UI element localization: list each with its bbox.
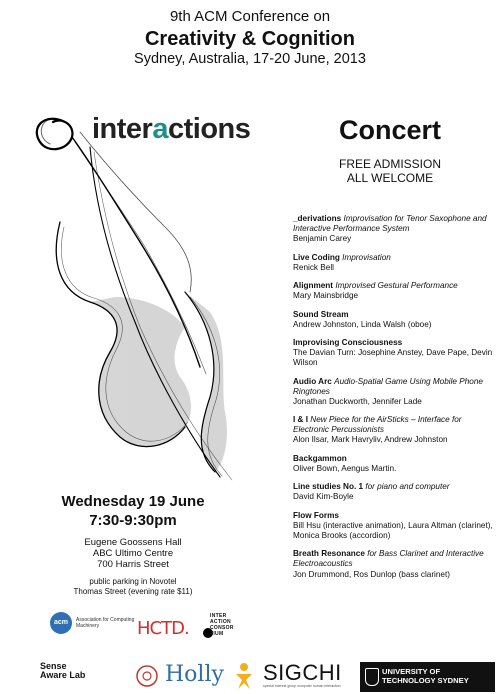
program-description: for piano and computer	[365, 482, 450, 492]
parking-line: Thomas Street (evening rate $11)	[73, 587, 193, 596]
admission-line-1: FREE ADMISSION	[338, 157, 442, 171]
parking-line: public parking in Novotel	[89, 577, 177, 586]
program-title: _derivations	[293, 214, 342, 223]
uts-name	[382, 667, 469, 685]
program-list	[293, 214, 493, 588]
program-item	[293, 253, 493, 273]
acm-name: Association for Computing Machinery	[76, 617, 135, 629]
acm-badge: acm	[50, 612, 72, 634]
program-performers: Oliver Bown, Aengus Martin.	[293, 463, 397, 473]
program-item	[293, 214, 493, 244]
program-title: Live Coding	[293, 252, 340, 262]
program-performers: Bill Hsu (interactive animation), Laura Altman (clarinet), Monica Brooks (accordion)	[293, 520, 493, 540]
program-title: Sound Stream	[293, 309, 349, 319]
program-title: Alignment	[293, 281, 334, 291]
network-icon	[135, 664, 159, 688]
program-title: Flow Forms	[293, 510, 339, 520]
venue-line: 700 Harris Street	[97, 559, 169, 570]
sigchi-subtitle: special interest group computer human interaction	[263, 684, 341, 688]
program-item	[293, 377, 493, 407]
program-description: Improvisation	[342, 252, 391, 262]
figure-icon	[232, 662, 256, 690]
program-description: New Piece for the AirSticks – Interface for Electronic Percussionists	[293, 415, 462, 435]
conference-location-dates: Sydney, Australia, 17-20 June, 2013	[134, 51, 366, 67]
admission-info	[300, 157, 480, 185]
program-description: Improvisation for Tenor Saxophone and Interactive Performance System	[293, 214, 487, 234]
parking-info	[28, 577, 238, 597]
sense-aware-lab-logo: Sense Aware Lab	[40, 661, 86, 680]
program-description: Improvised Gestural Performance	[335, 281, 458, 291]
cello-sculpture-artwork	[20, 92, 265, 487]
event-time: 7:30-9:30pm	[89, 512, 177, 529]
program-performers: Benjamin Carey	[293, 234, 352, 244]
program-title: Backgammon	[293, 453, 347, 463]
program-performers: The Davian Turn: Josephine Anstey, Dave Pape, Devin Wilson	[293, 348, 493, 368]
uts-crest-icon	[365, 668, 379, 686]
uts-logo	[360, 662, 495, 692]
program-performers: Andrew Johnston, Linda Walsh (oboe)	[293, 319, 432, 329]
acm-logo	[50, 612, 135, 634]
event-venue	[28, 537, 238, 570]
program-item	[293, 310, 493, 330]
admission-line-2: ALL WELCOME	[346, 171, 434, 185]
program-item	[293, 482, 493, 502]
logo-prefix: inter	[92, 113, 153, 145]
conference-title: Creativity & Cognition	[144, 28, 355, 50]
program-item	[293, 415, 493, 445]
program-item	[293, 511, 493, 541]
venue-line: ABC Ultimo Centre	[92, 548, 174, 559]
program-performers: Jon Drummond, Ros Dunlop (bass clarinet)	[293, 569, 450, 579]
program-item	[293, 338, 493, 368]
uts-name-line: TECHNOLOGY SYDNEY	[382, 676, 469, 685]
interactions-logo	[92, 113, 250, 146]
event-details	[28, 492, 238, 597]
uts-name-line: UNIVERSITY OF	[382, 667, 441, 676]
program-item	[293, 454, 493, 474]
hctd-logo: HCTD.	[137, 618, 189, 639]
logo-suffix: ctions	[167, 113, 251, 145]
program-performers: David Kim-Boyle	[293, 492, 354, 502]
program-performers: Renick Bell	[293, 262, 334, 272]
program-description: for Bass Clarinet and Interactive Electroacoustics	[293, 549, 484, 569]
program-performers: Jonathan Duckworth, Jennifer Lade	[293, 396, 422, 406]
program-title: I & I	[293, 415, 309, 425]
holly-logo: Holly	[165, 662, 224, 687]
conference-line: 9th ACM Conference on	[169, 8, 331, 25]
program-title: Line studies No. 1	[293, 482, 364, 492]
program-performers: Mary Mainsbridge	[293, 291, 359, 301]
program-item	[293, 281, 493, 301]
venue-line: Eugene Goossens Hall	[84, 537, 182, 548]
logo-mark: a	[152, 113, 168, 145]
event-date: Wednesday 19 June	[61, 493, 205, 510]
program-description: Audio-Spatial Game Using Mobile Phone Ringtones	[293, 376, 483, 396]
program-item	[293, 549, 493, 579]
interaction-consortium-logo: INTER ACTION CONSOR TIUM	[210, 613, 234, 637]
program-title: Breath Resonance	[293, 549, 365, 559]
program-title: Improvising Consciousness	[293, 338, 403, 348]
program-performers: Alon Ilsar, Mark Havryliv, Andrew Johnston	[293, 435, 448, 445]
concert-heading: Concert	[338, 115, 441, 145]
sigchi-logo: SIGCHI	[263, 660, 342, 685]
program-title: Audio Arc	[293, 376, 332, 386]
